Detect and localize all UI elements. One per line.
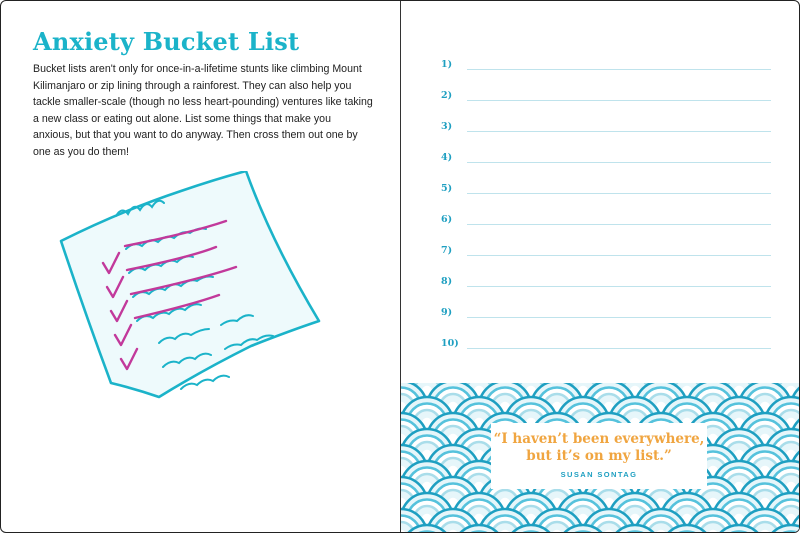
list-number: 10) xyxy=(441,338,459,349)
list-item[interactable] xyxy=(441,115,771,146)
write-line[interactable] xyxy=(467,317,771,318)
list-number: 8) xyxy=(441,276,453,287)
list-number: 7) xyxy=(441,245,453,256)
list-number: 5) xyxy=(441,183,453,194)
list-number: 9) xyxy=(441,307,453,318)
list-item[interactable] xyxy=(441,53,771,84)
list-number: 1) xyxy=(441,59,453,70)
list-item[interactable] xyxy=(441,332,771,363)
list-item[interactable] xyxy=(441,239,771,270)
write-line[interactable] xyxy=(467,348,771,349)
write-line[interactable] xyxy=(467,100,771,101)
write-line[interactable] xyxy=(467,69,771,70)
list-item[interactable] xyxy=(441,270,771,301)
intro-paragraph: Bucket lists aren't only for once-in-a-lifetime stunts like climbing Mount Kilimanjaro or zip lining through a rainforest. They can also help you tackle smaller-scale (though no less heart-pounding) ventures like taking a new class or eating out alone. List some things that make you anxious, but that you want to do anyway. Then cross them out one by one as you do them! xyxy=(33,63,373,158)
write-line[interactable] xyxy=(467,286,771,287)
left-page xyxy=(1,1,400,533)
page-title: Anxiety Bucket List xyxy=(33,27,300,56)
right-page xyxy=(401,1,800,533)
list-item[interactable] xyxy=(441,84,771,115)
list-item[interactable] xyxy=(441,208,771,239)
list-item[interactable] xyxy=(441,146,771,177)
quote-box xyxy=(491,423,707,489)
write-line[interactable] xyxy=(467,162,771,163)
quote-text: “I haven’t been everywhere, but it’s on my list.” xyxy=(493,431,705,464)
write-line[interactable] xyxy=(467,224,771,225)
write-line[interactable] xyxy=(467,255,771,256)
write-line[interactable] xyxy=(467,193,771,194)
bucket-list xyxy=(441,53,771,363)
list-number: 4) xyxy=(441,152,453,163)
list-number: 3) xyxy=(441,121,453,132)
checklist-paper-icon xyxy=(41,171,361,411)
list-number: 6) xyxy=(441,214,453,225)
list-number: 2) xyxy=(441,90,453,101)
list-item[interactable] xyxy=(441,301,771,332)
quote-author: SUSAN SONTAG xyxy=(560,470,638,479)
list-item[interactable] xyxy=(441,177,771,208)
write-line[interactable] xyxy=(467,131,771,132)
